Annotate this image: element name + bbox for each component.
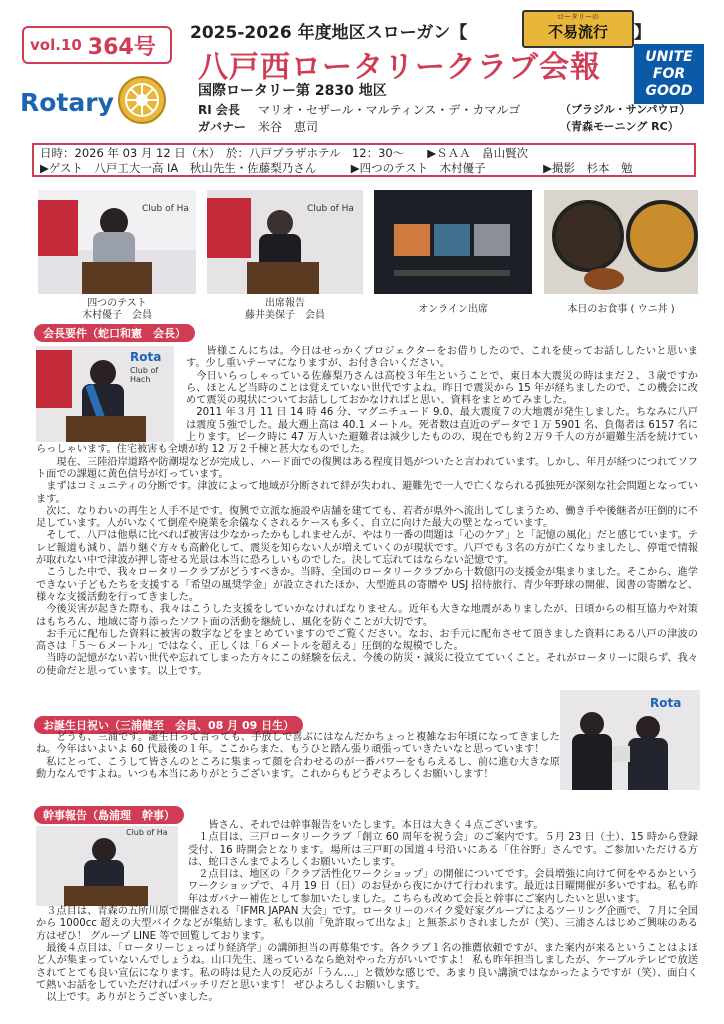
photo-attendance-report <box>207 190 363 294</box>
president-para-6: 次に、なりわいの再生と人手不足です。復興で立派な施設や店舗を建てても、若者が県外へ流出してしまうため、働き手や後継者が圧倒的に不足しています。人がいなくて倒産や廃業を余儀なくされるケースも多く、自立に向けた最大の壁となっています。 <box>36 505 698 530</box>
photo-four-tests <box>38 190 196 294</box>
secretary-para-2: １点目は、三戸ロータリークラブ「創立 60 周年を祝う会」のご案内です。５月 23 日（土）、15 時から登録受付、16 時開会となります。場所は三戸町の国道４号沿いにある「住谷野」さんです。ご参加いただける方は、蛇口さんまでよろしくお願いいたします。 <box>188 832 698 868</box>
unite-for-good-logo <box>634 44 704 104</box>
president-para-8: こうした中で、我々ロータリークラブがどうすべきか。当時、全国のロータリークラブから十数億円の支援金が集まりました。そこから、進学できない子どもたちを支援する「希望の風奨学金」が設立されたほか、大型遊具の寄贈や USJ 招待旅行、青少年野球の開催、図書の寄贈など、様々な支援活動を行ってきました。 <box>36 567 698 603</box>
president-para-11: 当時の記憶がない若い世代や忘れてしまった方々にこの経験を伝え、今後の防災・減災に役立てていくこと。それがロータリーに限らず、我々の使命だと思っています。以上です。 <box>36 653 698 677</box>
rotary-wheel-icon <box>116 74 168 126</box>
ri-country: （ブラジル・サンパウロ） <box>560 103 691 116</box>
president-text <box>36 346 698 678</box>
photo-four-tests-caption-2: 木村優子 会員 <box>82 310 152 321</box>
photo-attendance-caption-1: 出席報告 <box>265 298 305 309</box>
president-para-9: 今後災害が起きた際も、我々はこうした支援をしていかなければなりません。近年も大きな地震がありましたが、日頃からの相互協力や対策はもちろん、地域に寄り添ったソフト面の活動を継続し、風化を防ぐことが大切です。 <box>36 604 698 628</box>
slogan-prefix: 2025-2026 年度地区スローガン【 <box>190 23 468 43</box>
photo-four-tests-caption <box>38 298 196 322</box>
slogan-badge-small: ロータリーの <box>557 13 599 21</box>
club-sign: Club of Ha <box>142 204 189 214</box>
club-sign-2: Club of Ha <box>307 204 354 214</box>
unite-word-1: UNITE <box>645 48 693 65</box>
club-sign-3: Club of Hach <box>130 366 159 384</box>
section-birthday: お誕生日祝い（三浦健至 会員、08 月 09 日生） <box>34 716 303 734</box>
secretary-text <box>36 820 698 1004</box>
meeting-info-box <box>32 143 696 177</box>
photo-attendance-caption-2: 藤井美保子 会員 <box>245 310 325 321</box>
secretary-para-5: 最後４点目は、「ロータリーじょっぱり経済学」の講師担当の再募集です。各クラブ１名の推薦依頼ですが、また案内が来るということはよほど人が集まっていないんでしょうね。山口先生、迷っているなら絶対やった方がいいですよ！ 私も昨年担当しましたが、ケーブルテレビで放送されてとても良い宣伝になります。私の時は見た人の反応が「うん…」と微妙な感じで、あまり良い講演ではなかったようですが（笑）、面白くて熱いお話をしていただければバッチリだと思います！ ぜひよろしくお願いします。 <box>36 942 698 991</box>
ri-president-row <box>198 101 520 118</box>
birthday-text <box>36 732 560 781</box>
issue-number: 364号 <box>87 34 156 60</box>
ri-name: マリオ・セザール・マルティンス・デ・カマルゴ <box>258 103 521 117</box>
page-title: 八戸西ロータリークラブ会報 <box>198 50 601 85</box>
photo-attendance-caption <box>207 298 363 322</box>
secretary-para-3: ２点目は、地区の「クラブ活性化ワークショップ」の開催についてです。会員増強に向けて何をやるかというワークショップで、４月 19 日（日）のお昼から夜にかけて行われます。最近は日曜開催が多いですね。私も昨年はガバナー補佐として参加いたしました。こちらも改めて会長と幹事にご案内したいと思います。 <box>188 869 698 905</box>
president-para-2: 今日いらっしゃっている佐藤梨乃さんは高校３年生ということで、東日本大震災の時はまだ２、３歳ですから、ほとんど当時のことは覚えていない世代ですよね。昨日で震災から 15 年が経ちましたので、この機会に改めて震災の現状についてお話ししておかなければと思い、資料をまとめてみました。 <box>186 370 698 407</box>
ri-label: RI 会長 <box>198 103 240 117</box>
meeting-info-line-2: ▶ゲスト 八戸工大一高 IA 秋山先生・佐藤梨乃さん ▶四つのテスト 木村優子 ▶撮影 杉本 勉 <box>40 161 633 175</box>
photo-meal-caption: 本日のお食事 ( ウニ丼 ) <box>567 304 675 315</box>
photo-online-caption: オンライン出席 <box>418 304 488 315</box>
rotary-wordmark: Rotary <box>20 88 114 117</box>
secretary-para-6: 以上です。ありがとうございました。 <box>46 992 219 1004</box>
president-para-4: 現在、三陸沿岸道路や防潮堤などが完成し、ハード面での復興はある程度目処がついたと言われています。しかし、年月が経つにつれてソフト面での課題に黄色信号が灯っています。 <box>36 456 698 480</box>
section-president: 会長要件（蛇口和憲 会長） <box>34 324 195 342</box>
photo-online-attendance <box>374 190 532 294</box>
president-para-3: 2011 年３月 11 日 14 時 46 分、マグニチュード 9.0、最大震度７の大地震が発生しました。ちなみに八戸は震度５強でした。最大遡上高は 40.1 メートル。死者数は直近のデータで１万 5901 名、負傷者は 6157 名に上ります。ピーク時に 47 万人いた避難者は減少したものの、現在でも約２万９千人の方が避難生活を続けていらっしゃいます。住宅被害も全壊が約 12 万２千棟と甚大なものでした。 <box>36 407 698 456</box>
volume-badge <box>22 26 172 64</box>
rota-sign: Rota <box>130 350 162 364</box>
slogan-badge-text: 不易流行 <box>547 23 608 41</box>
president-para-10: お手元に配布した資料に被害の数字などをまとめていますのでご覧ください。なお、お手元に配布させて頂きました資料にある八戸の津波の高さは「５～６メートル」ではなく、正しくは「６メートルを超える」圧倒的な規模でした。 <box>36 628 698 653</box>
volume-label: vol.10 <box>30 36 82 54</box>
photo-todays-meal <box>544 190 698 294</box>
birthday-para-2: 私にとって、こうして皆さんのところに集まって顔を合わせるのが一番パワーをもらえるし、前に進む大きな原動力なんですよね。いつも本当にありがとうございます。これからもどうぞよろしくお願いします！ <box>36 756 560 780</box>
gov-club: （青森モーニング RC） <box>560 120 679 133</box>
district-label: 国際ロータリー第 2830 地区 <box>198 83 387 99</box>
secretary-para-4: ３点目は、青森の五所川原で開催される「IFMR JAPAN 大会」です。ロータリーのバイク愛好家グループによるツーリング企画で、７月に全国から 1000cc 超えの大型バイクなどが集結します。私も以前「免許取って出なよ」と無茶ぶりされましたが（笑）、三浦さんはじめご興味のある方はぜひ！ グループ LINE 等で回覧しております。 <box>36 906 698 942</box>
photo-birthday <box>560 690 700 790</box>
photo-four-tests-caption-1: 四つのテスト <box>87 298 147 309</box>
president-para-5: まずはコミュニティの分断です。津波によって地域が分断されて絆が失われ、避難先で一人で亡くなられる孤独死が深刻な社会問題となっています。 <box>36 481 698 505</box>
governor-row <box>198 118 318 135</box>
meeting-info-line-1: 日時：2026 年 03 月 12 日（木） 於：八戸プラザホテル 12：30～ ▶ＳＡＡ 畠山賢次 <box>40 146 529 160</box>
gov-name: 米谷 恵司 <box>258 120 319 134</box>
president-para-1: 皆様こんにちは。今日はせっかくプロジェクターをお借りしたので、これを使ってお話ししたいと思います。少し重いテーマになりますが、お付き合いください。 <box>186 346 698 370</box>
unite-word-3: GOOD <box>645 82 693 99</box>
section-secretary: 幹事報告（島浦理 幹事） <box>34 806 184 824</box>
secretary-para-1: 皆さん、それでは幹事報告をいたします。本日は大きく４点ございます。 <box>208 820 544 831</box>
slogan-suffix: 】 <box>634 23 651 43</box>
rota-sign-2: Rota <box>650 696 682 710</box>
club-sign-4: Club of Ha <box>126 828 168 837</box>
gov-label: ガバナー <box>198 120 247 134</box>
unite-word-2: FOR <box>652 65 686 82</box>
birthday-para-1: どうも、三浦です。誕生日って言っても、手放しで喜ぶにはなんだかちょっと複雑なお年頃になってきましたね。今年はいよいよ 60 代最後の１年。ここからまた、もうひと踏ん張り頑張っていきたいなと思っています！ <box>36 732 560 756</box>
president-para-7: そして、八戸は他県に比べれば被害は少なかったかもしれませんが、やはり一番の問題は「心のケア」と「記憶の風化」だと感じています。テレビ報道も減り、語り継ぐ方々も高齢化して、震災を知らない人が増えていくのが現状です。八戸でも３名の方が亡くなりましたし、停電で情報が取れない中で津波が押し寄せる光景は本当に恐ろしいものでした。決して忘れてはならない記憶です。 <box>36 530 698 567</box>
